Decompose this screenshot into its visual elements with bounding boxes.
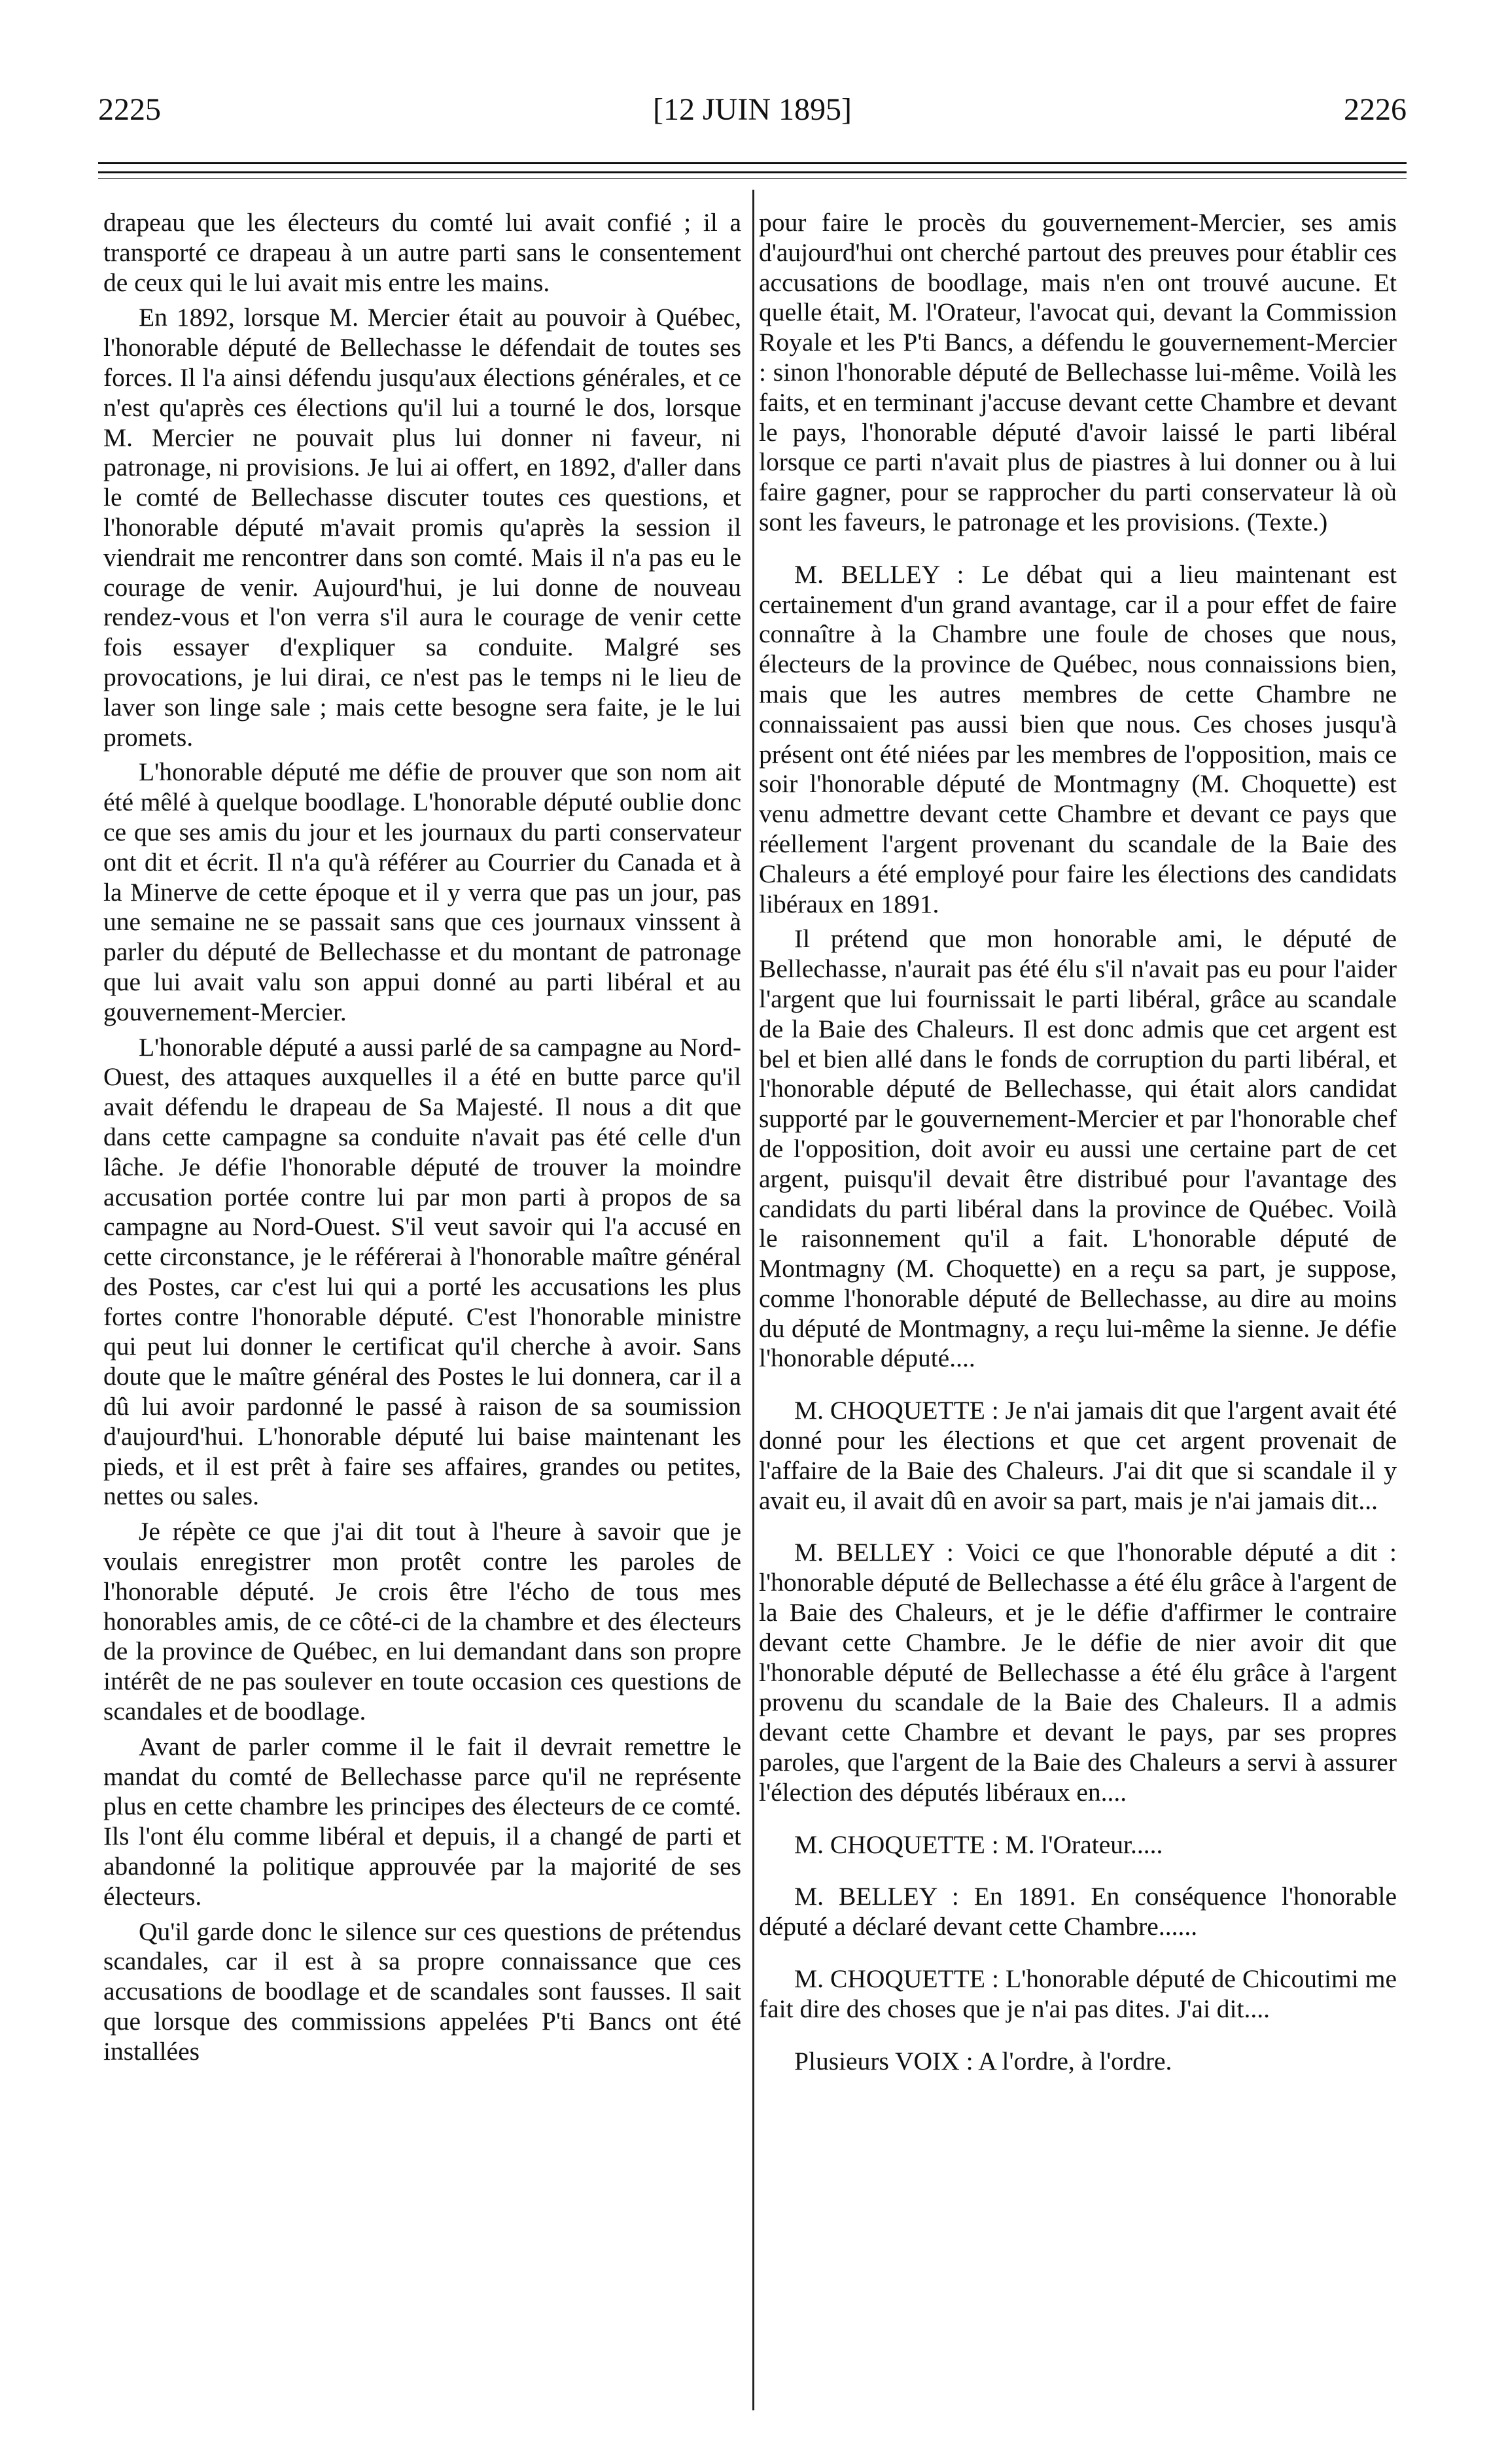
speech-paragraph: Plusieurs VOIX : A l'ordre, à l'ordre. <box>794 2046 1172 2075</box>
paragraph: Avant de parler comme il le fait il devrait remettre le mandat du comté de Bellechasse parce qu'il ne représente plus en cette chambre les principes des électeurs de ce comté. Ils l'ont élu comme libéral et depuis, il a changé de parti et abandonné la politique approuvée par la majorité de ses électeurs. <box>103 1731 741 1911</box>
speech-paragraph: M. BELLEY : En 1891. En conséquence l'honorable député a déclaré devant cette Chambre...... <box>759 1882 1397 1941</box>
session-date: [12 JUIN 1895] <box>653 92 852 127</box>
column-divider <box>752 190 754 2410</box>
header-rule-bottom <box>98 178 1407 179</box>
right-column <box>759 208 1397 2076</box>
paragraph: L'honorable député a aussi parlé de sa campagne au Nord-Ouest, des attaques auxquelles il a été en butte parce qu'il avait défendu le drapeau de Sa Majesté. Il nous a dit que dans cette campagne sa conduite n'avait pas été celle d'un lâche. Je défie l'honorable député de trouver la moindre accusation portée contre lui par mon parti à propos de sa campagne au Nord-Ouest. S'il veut savoir qui l'a accusé en cette circonstance, je le référerai à l'honorable maître général des Postes, car c'est lui qui a porté les accusations les plus fortes contre l'honorable député. C'est l'honorable ministre qui peut lui donner le certificat qu'il cherche à avoir. Sans doute que le maître général des Postes le lui donnera, car il a dû lui avoir pardonné le passé à raison de sa soumission d'aujourd'hui. L'honorable député lui baise maintenant les pieds, et il est prêt à faire ses affaires, grandes ou petites, nettes ou sales. <box>103 1032 741 1511</box>
paragraph: drapeau que les électeurs du comté lui avait confié ; il a transporté ce drapeau à un autre parti sans le consentement de ceux qui le lui avait mis entre les mains. <box>103 208 741 297</box>
speech-paragraph: M. CHOQUETTE : M. l'Orateur..... <box>794 1830 1163 1859</box>
speech-paragraph: M. BELLEY : Le débat qui a lieu maintenant est certainement d'un grand avantage, car il a pour effet de faire connaître à la Chambre une foule de choses que nous, électeurs de la province de Québec, nous connaissions bien, mais que les autres membres de cette Chambre ne connaissaient pas aussi bien que nous. Ces choses jusqu'à présent ont été niées par les membres de l'opposition, mais ce soir l'honorable député de Montmagny (M. Choquette) est venu admettre devant cette Chambre et devant ce pays que réellement l'argent provenant du scandale de la Baie des Chaleurs a été employé pour faire les élections des candidats libéraux en 1891. <box>759 559 1397 918</box>
header-rule-middle <box>98 171 1407 173</box>
page-number-right: 2226 <box>1344 92 1407 127</box>
speech-paragraph: M. CHOQUETTE : Je n'ai jamais dit que l'argent avait été donné pour les élections et que cet argent provenait de l'affaire de la Baie des Chaleurs. J'ai dit que si scandale il y avait eu, il avait dû en avoir sa part, mais je n'ai jamais dit... <box>759 1396 1397 1515</box>
paragraph: Je répète ce que j'ai dit tout à l'heure à savoir que je voulais enregistrer mon protêt contre les paroles de l'honorable député. Je crois être l'écho de tous mes honorables amis, de ce côté-ci de la chambre et des électeurs de la province de Québec, en lui demandant dans son propre intérêt de ne pas soulever en toute occasion ces questions de scandales et de boodlage. <box>103 1517 741 1726</box>
page-header <box>98 84 1407 136</box>
paragraph: Il prétend que mon honorable ami, le député de Bellechasse, n'aurait pas été élu s'il n'avait pas eu pour l'aider l'argent que lui fournissait le parti libéral, grâce au scandale de la Baie des Chaleurs. Il est donc admis que cet argent est bel et bien allé dans le fonds de corruption du parti libéral, et l'honorable député de Bellechasse, qui était alors candidat supporté par le gouvernement-Mercier et par l'honorable chef de l'opposition, doit avoir eu aussi une certaine part de cet argent, puisqu'il devait être distribué pour l'avantage des candidats du parti libéral dans la province de Québec. Voilà le raisonnement qu'il a fait. L'honorable député de Montmagny (M. Choquette) en a reçu sa part, je suppose, comme l'honorable député de Bellechasse, au dire au moins du député de Montmagny, a reçu lui-même la sienne. Je défie l'honorable député.... <box>759 924 1397 1373</box>
paragraph: En 1892, lorsque M. Mercier était au pouvoir à Québec, l'honorable député de Bellechasse le défendait de toutes ses forces. Il l'a ainsi défendu jusqu'aux élections générales, et ce n'est qu'après ces élections qu'il lui a tourné le dos, lorsque M. Mercier ne pouvait plus lui donner ni faveur, ni patronage, ni provisions. Je lui ai offert, en 1892, d'aller dans le comté de Bellechasse discuter toutes ces questions, et l'honorable député m'avait promis qu'après la session il viendrait me rencontrer dans son comté. Mais il n'a pas eu le courage de venir. Aujourd'hui, je lui donne de nouveau rendez-vous et l'on verra s'il aura le courage de venir cette fois essayer d'expliquer sa conduite. Malgré ses provocations, je lui dirai, ce n'est pas le temps ni le lieu de laver son linge sale ; mais cette besogne sera faite, je le lui promets. <box>103 303 741 752</box>
paragraph: pour faire le procès du gouvernement-Mercier, ses amis d'aujourd'hui ont cherché partout des preuves pour établir ces accusations de boodlage, mais n'en ont trouvé aucune. Et quelle était, M. l'Orateur, l'avocat qui, devant la Commission Royale et les P'ti Bancs, a défendu le gouvernement-Mercier : sinon l'honorable député de Bellechasse lui-même. Voilà les faits, et en terminant j'accuse devant cette Chambre et devant le pays, l'honorable député d'avoir laissé le parti libéral lorsque ce parti n'avait plus de piastres à lui donner ou à lui faire gagner, pour se rapprocher du parti conservateur là où sont les faveurs, le patronage et les provisions. (Texte.) <box>759 208 1397 536</box>
header-rule-top <box>98 162 1407 164</box>
speech-paragraph: M. CHOQUETTE : L'honorable député de Chicoutimi me fait dire des choses que je n'ai pas dites. J'ai dit.... <box>759 1964 1397 2023</box>
paragraph: Qu'il garde donc le silence sur ces questions de prétendus scandales, car il est à sa propre connaissance que ces accusations de boodlage et de scandales sont fausses. Il sait que lorsque des commissions appelées P'ti Bancs ont été installées <box>103 1917 741 2066</box>
speech-paragraph: M. BELLEY : Voici ce que l'honorable député a dit : l'honorable député de Bellechasse a été élu grâce à l'argent de la Baie des Chaleurs, et je le défie d'affirmer le contraire devant cette Chambre. Je le défie de nier avoir dit que l'honorable député de Bellechasse a été élu grâce à l'argent provenu du scandale de la Baie des Chaleurs. Il a admis devant cette Chambre et devant le pays, par ses propres paroles, que l'argent de la Baie des Chaleurs a servi à assurer l'élection des députés libéraux en.... <box>759 1538 1397 1807</box>
paragraph: L'honorable député me défie de prouver que son nom ait été mêlé à quelque boodlage. L'honorable député oublie donc ce que ses amis du jour et les journaux du parti conservateur ont dit et écrit. Il n'a qu'à référer au Courrier du Canada et à la Minerve de cette époque et il y verra que pas un jour, pas une semaine ne se passait sans que ces journaux vinssent à parler du député de Bellechasse et du montant de patronage que lui avait valu son appui donné au parti libéral et au gouvernement-Mercier. <box>103 757 741 1026</box>
page-number-left: 2225 <box>98 92 161 127</box>
left-column <box>103 208 741 2067</box>
